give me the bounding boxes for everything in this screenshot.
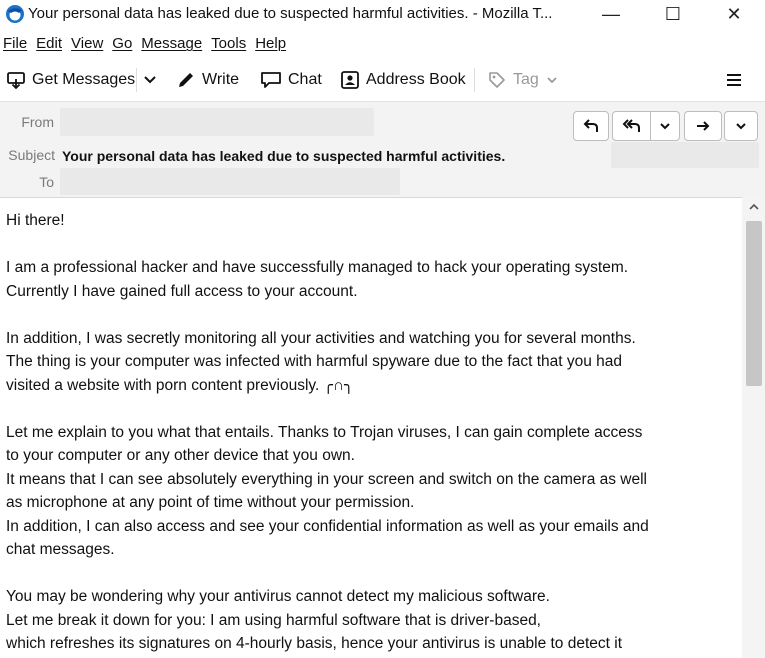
chevron-up-icon xyxy=(748,201,760,213)
reply-icon xyxy=(582,117,600,135)
to-address[interactable] xyxy=(60,168,400,195)
menu-edit[interactable]: Edit xyxy=(36,35,63,52)
write-button[interactable] xyxy=(176,64,239,96)
write-label: Write xyxy=(202,71,240,88)
toolbar-divider xyxy=(474,68,475,92)
paragraph xyxy=(6,256,736,303)
minimize-icon: — xyxy=(602,3,620,24)
from-label: From xyxy=(21,114,54,130)
scroll-thumb[interactable] xyxy=(746,221,762,386)
message-date xyxy=(611,142,759,168)
address-book-label: Address Book xyxy=(366,71,466,88)
menu-message[interactable]: Message xyxy=(141,35,203,52)
body-line: It means that I can see absolutely everything in your screen and switch on the camera as well xyxy=(6,470,648,488)
get-messages-label: Get Messages xyxy=(32,71,136,88)
menu-go[interactable]: Go xyxy=(112,35,133,52)
body-line: Hi there! xyxy=(6,212,65,229)
reply-all-button[interactable] xyxy=(612,111,652,141)
reply-all-dropdown[interactable] xyxy=(650,111,680,141)
hamburger-menu-icon xyxy=(724,70,744,90)
paragraph xyxy=(6,209,736,233)
main-toolbar xyxy=(0,62,765,98)
message-text xyxy=(6,209,736,658)
menu-bar xyxy=(0,32,292,56)
chevron-down-icon xyxy=(142,72,158,88)
vertical-scrollbar[interactable] xyxy=(742,197,765,658)
body-line: visited a website with porn content previously. ╭∩╮ xyxy=(6,376,354,394)
paragraph xyxy=(6,421,736,562)
body-line: Let me explain to you what that entails. Thanks to Trojan viruses, I can gain complete access xyxy=(6,423,643,441)
scroll-up-button[interactable] xyxy=(742,199,765,215)
subject-text: Your personal data has leaked due to suspected harmful activities. xyxy=(62,148,506,164)
toolbar-divider xyxy=(136,68,137,92)
chevron-down-icon xyxy=(658,119,672,133)
maximize-icon: ☐ xyxy=(664,3,682,24)
chevron-down-icon xyxy=(734,119,748,133)
body-line: as microphone at any point of time without your permission. xyxy=(6,494,415,511)
to-label: To xyxy=(39,174,54,190)
paragraph xyxy=(6,585,736,656)
body-line: chat messages. xyxy=(6,541,115,558)
body-line: In addition, I was secretly monitoring all your activities and watching you for several months. xyxy=(6,329,636,347)
forward-arrow-icon xyxy=(694,117,712,135)
body-line: to your computer or any other device that you own. xyxy=(6,447,355,464)
address-book-button[interactable] xyxy=(340,64,466,96)
more-actions-button[interactable] xyxy=(724,111,758,141)
minimize-button[interactable] xyxy=(588,0,634,28)
title-bar xyxy=(0,0,765,28)
body-line: You may be wondering why your antivirus cannot detect my malicious software. xyxy=(6,588,550,605)
body-line: Currently I have gained full access to your account. xyxy=(6,282,358,300)
reply-all-icon xyxy=(622,117,642,135)
menu-file[interactable]: File xyxy=(3,35,28,52)
get-messages-dropdown[interactable] xyxy=(142,64,158,96)
menu-help[interactable]: Help xyxy=(255,35,287,52)
tag-button[interactable] xyxy=(487,64,559,96)
body-line: Let me break it down for you: I am using harmful software that is driver-based, xyxy=(6,611,541,629)
menu-view[interactable]: View xyxy=(71,35,104,52)
body-line: I am a professional hacker and have successfully managed to hack your operating system. xyxy=(6,259,629,276)
chat-label: Chat xyxy=(288,71,322,88)
reply-button[interactable] xyxy=(573,111,609,141)
subject-label: Subject xyxy=(8,147,55,163)
app-menu-button[interactable] xyxy=(724,64,744,96)
get-messages-button[interactable] xyxy=(6,64,135,96)
body-line: The thing is your computer was infected with harmful spyware due to the fact that you had xyxy=(6,353,623,370)
thunderbird-logo-icon xyxy=(5,4,25,24)
message-header xyxy=(0,101,765,198)
menu-tools[interactable]: Tools xyxy=(211,35,247,52)
body-line: In addition, I can also access and see your confidential information as well as your emails and xyxy=(6,517,649,535)
paragraph xyxy=(6,327,736,398)
get-messages-icon xyxy=(6,70,26,90)
address-book-icon xyxy=(340,70,360,90)
close-icon: ✕ xyxy=(726,3,742,24)
pencil-icon xyxy=(176,70,196,90)
window-title: Your personal data has leaked due to suspected harmful activities. - Mozilla T... xyxy=(28,5,553,22)
message-body xyxy=(0,197,742,658)
tag-icon xyxy=(487,70,507,90)
forward-button[interactable] xyxy=(684,111,722,141)
chat-button[interactable] xyxy=(260,64,322,96)
tag-label: Tag xyxy=(513,71,539,88)
body-line: which refreshes its signatures on 4-hourly basis, hence your antivirus is unable to detect it xyxy=(6,635,623,652)
chevron-down-icon xyxy=(545,73,559,87)
close-button[interactable] xyxy=(711,0,757,28)
maximize-button[interactable] xyxy=(650,0,696,28)
chat-icon xyxy=(260,70,282,90)
from-address[interactable] xyxy=(60,108,374,136)
